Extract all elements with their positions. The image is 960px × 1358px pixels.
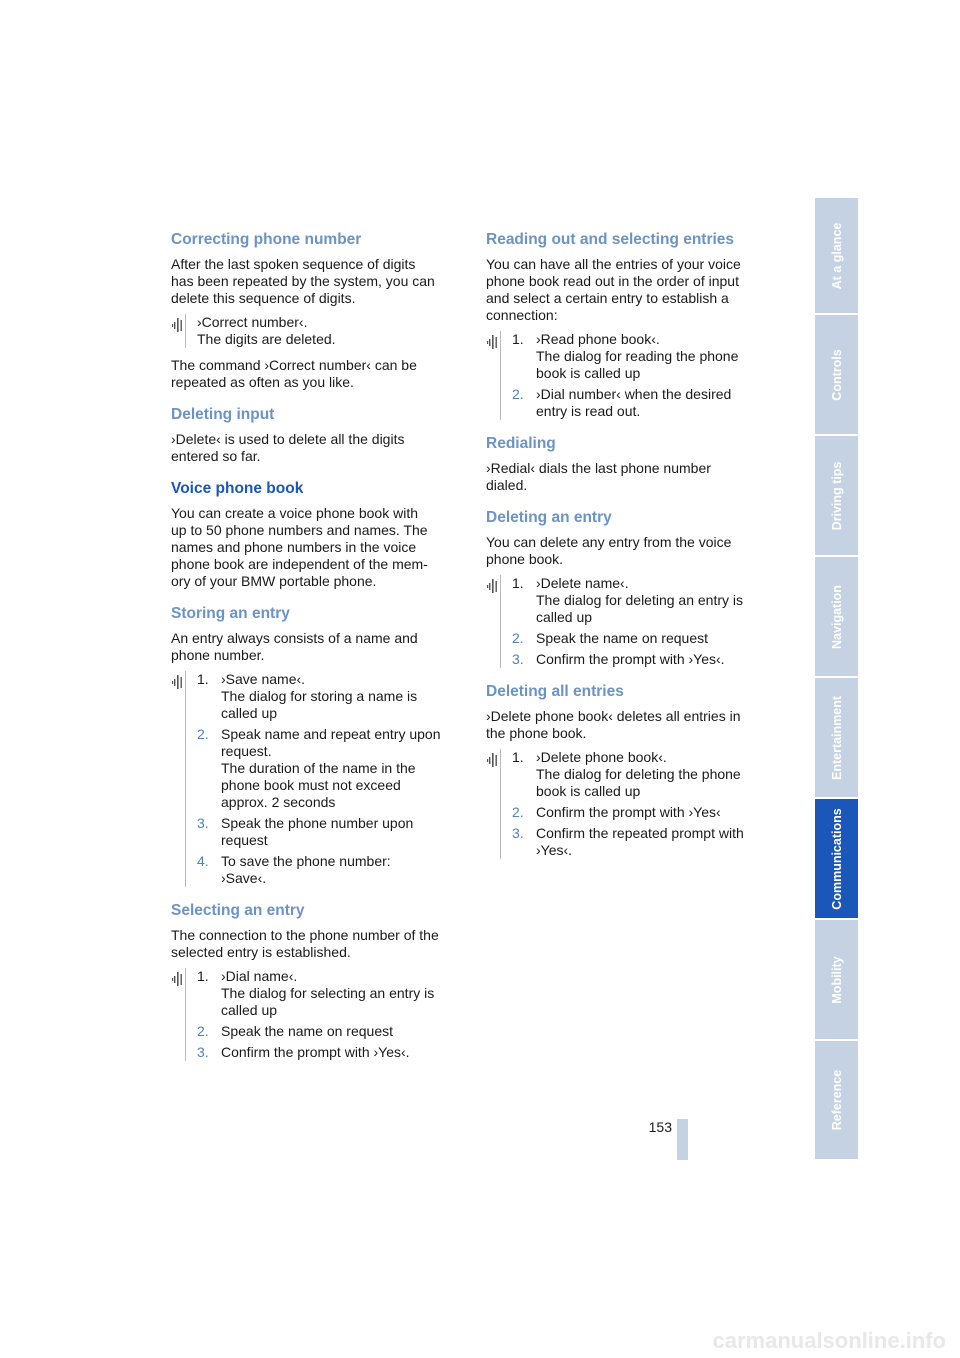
voice-block-divider	[500, 575, 501, 668]
heading-redialing: Redialing	[486, 435, 556, 452]
text-line: ›Delete phone book‹ deletes all entries in	[486, 708, 741, 724]
text-line: The duration of the name in the	[221, 760, 416, 776]
step-number: 3.	[197, 815, 209, 831]
list-item	[197, 815, 463, 849]
text-line: The dialog for deleting the phone	[536, 766, 741, 782]
text-line: Speak the name on request	[536, 630, 709, 646]
text-line: ›Dial number‹ when the desired	[536, 386, 732, 402]
text-line: The dialog for selecting an entry is	[221, 985, 435, 1001]
text-line: approx. 2 seconds	[221, 794, 336, 810]
text-line: request	[221, 832, 268, 848]
step-number: 1.	[512, 575, 524, 591]
paragraph	[486, 460, 778, 494]
text-line: Confirm the repeated prompt with	[536, 825, 744, 841]
tab-label: Reference	[829, 1069, 844, 1131]
voice-command-icon	[487, 334, 499, 350]
text-line: You can have all the entries of your voice	[486, 256, 741, 272]
text-line: ›Correct number‹.	[197, 314, 308, 330]
text-line: repeated as often as you like.	[171, 374, 354, 390]
text-line: Speak the name on request	[221, 1023, 394, 1039]
list-item	[512, 575, 778, 626]
voice-command-icon	[487, 578, 499, 594]
voice-block-divider	[185, 314, 186, 348]
heading-storing-an-entry: Storing an entry	[171, 605, 290, 622]
text-line: book is called up	[536, 365, 641, 381]
voice-command-icon	[487, 752, 499, 768]
text-line: up to 50 phone numbers and names. The	[171, 522, 428, 538]
step-number: 4.	[197, 853, 209, 869]
text-line: Confirm the prompt with ›Yes‹	[536, 804, 721, 820]
step-number: 1.	[512, 749, 524, 765]
step-number: 1.	[197, 671, 209, 687]
step-number: 2.	[512, 630, 524, 646]
steps-list	[197, 968, 463, 1061]
tab-driving-tips[interactable]	[815, 436, 858, 555]
list-item	[512, 630, 778, 647]
tab-label: Navigation	[829, 584, 844, 649]
voice-block-divider	[500, 749, 501, 859]
text-line: Confirm the prompt with ›Yes‹.	[536, 651, 725, 667]
tab-label: Communications	[829, 807, 844, 910]
text-line: request.	[221, 743, 272, 759]
page-number: 153	[648, 1119, 672, 1135]
voice-command-block	[171, 314, 463, 348]
heading-selecting-an-entry: Selecting an entry	[171, 902, 305, 919]
tab-reference[interactable]	[815, 1041, 858, 1159]
text-line: called up	[221, 705, 278, 721]
text-line: has been repeated by the system, you can	[171, 273, 435, 289]
right-column	[486, 229, 778, 872]
section-deleting-all-entries	[486, 681, 778, 859]
text-line: The connection to the phone number of the	[171, 927, 439, 943]
heading-voice-phone-book: Voice phone book	[171, 480, 304, 497]
text-line: phone book.	[486, 551, 564, 567]
section-redialing	[486, 433, 778, 494]
step-number: 1.	[512, 331, 524, 347]
tab-navigation[interactable]	[815, 557, 858, 676]
steps-list	[197, 671, 463, 887]
voice-command-block	[171, 671, 463, 887]
voice-block-divider	[500, 331, 501, 420]
step-number: 3.	[512, 651, 524, 667]
section-reading-out-entries	[486, 229, 778, 420]
steps-list	[512, 575, 778, 668]
heading-correcting-phone-number: Correcting phone number	[171, 231, 362, 248]
voice-command-block	[171, 968, 463, 1061]
chapter-tabs	[815, 198, 858, 1161]
paragraph	[171, 256, 463, 307]
text-line: You can delete any entry from the voice	[486, 534, 732, 550]
list-item	[197, 1044, 463, 1061]
text-line: and select a certain entry to establish a	[486, 290, 729, 306]
section-storing-an-entry	[171, 603, 463, 887]
list-item	[197, 968, 463, 1019]
text-line: phone book must not exceed	[221, 777, 401, 793]
step-number: 2.	[197, 1023, 209, 1039]
text-line: delete this sequence of digits.	[171, 290, 356, 306]
step-number: 2.	[197, 726, 209, 742]
text-line: selected entry is established.	[171, 944, 351, 960]
text-line: entered so far.	[171, 448, 261, 464]
voice-command-icon	[172, 674, 184, 690]
text-line: ›Delete name‹.	[536, 575, 629, 591]
voice-command-icon	[172, 317, 184, 333]
tab-communications[interactable]	[815, 799, 858, 918]
text-line: ›Dial name‹.	[221, 968, 298, 984]
heading-deleting-all-entries: Deleting all entries	[486, 683, 624, 700]
paragraph	[171, 927, 463, 961]
tab-mobility[interactable]	[815, 920, 858, 1039]
text-line: called up	[536, 609, 593, 625]
text-line: phone book are independent of the mem-	[171, 556, 428, 572]
step-number: 3.	[197, 1044, 209, 1060]
page-number-bar	[677, 1119, 688, 1160]
text-line: book is called up	[536, 783, 641, 799]
text-line: ›Read phone book‹.	[536, 331, 660, 347]
text-line: You can create a voice phone book with	[171, 505, 418, 521]
tab-at-a-glance[interactable]	[815, 198, 858, 313]
heading-deleting-input: Deleting input	[171, 406, 275, 423]
text-line: the phone book.	[486, 725, 587, 741]
watermark: carmanualsonline.info	[712, 1328, 946, 1353]
section-selecting-an-entry	[171, 900, 463, 1061]
paragraph	[171, 505, 463, 590]
step-number: 2.	[512, 386, 524, 402]
steps-list	[512, 749, 778, 859]
text-line: entry is read out.	[536, 403, 641, 419]
text-line: To save the phone number:	[221, 853, 391, 869]
voice-block-divider	[185, 968, 186, 1061]
text-line: ›Delete‹ is used to delete all the digits	[171, 431, 405, 447]
section-voice-phone-book	[171, 478, 463, 590]
text-line: ›Save‹.	[221, 870, 267, 886]
text-line: ›Save name‹.	[221, 671, 306, 687]
list-item	[512, 825, 778, 859]
tab-label: Controls	[829, 348, 844, 401]
voice-command-icon	[172, 971, 184, 987]
text-line: names and phone numbers in the voice	[171, 539, 417, 555]
list-item	[512, 749, 778, 800]
paragraph	[171, 431, 463, 465]
paragraph	[486, 708, 778, 742]
text-line: After the last spoken sequence of digits	[171, 256, 416, 272]
step-number: 2.	[512, 804, 524, 820]
list-item	[197, 671, 463, 722]
paragraph	[486, 534, 778, 568]
list-item	[197, 853, 463, 887]
list-item	[512, 651, 778, 668]
text-line: phone number.	[171, 647, 265, 663]
paragraph	[171, 630, 463, 664]
text-line: Confirm the prompt with ›Yes‹.	[221, 1044, 410, 1060]
tab-label: At a glance	[829, 222, 844, 289]
voice-command-block	[486, 575, 778, 668]
text-line: The digits are deleted.	[197, 331, 336, 347]
text-line: called up	[221, 1002, 278, 1018]
voice-command-text	[197, 314, 463, 348]
text-line: ›Redial‹ dials the last phone number	[486, 460, 711, 476]
section-deleting-an-entry	[486, 507, 778, 668]
voice-command-block	[486, 749, 778, 859]
voice-command-block	[486, 331, 778, 420]
tab-label: Driving tips	[829, 461, 844, 530]
list-item	[512, 386, 778, 420]
list-item	[197, 726, 463, 811]
heading-reading-out-entries: Reading out and selecting entries	[486, 231, 735, 248]
heading-deleting-an-entry: Deleting an entry	[486, 509, 612, 526]
text-line: The dialog for reading the phone	[536, 348, 739, 364]
step-number: 3.	[512, 825, 524, 841]
list-item	[512, 331, 778, 382]
section-correcting-phone-number	[171, 229, 463, 391]
text-line: dialed.	[486, 477, 528, 493]
section-deleting-input	[171, 404, 463, 465]
voice-block-divider	[185, 671, 186, 887]
text-line: phone book read out in the order of input	[486, 273, 739, 289]
text-line: ›Delete phone book‹.	[536, 749, 667, 765]
text-line: ›Yes‹.	[536, 842, 573, 858]
text-line: An entry always consists of a name and	[171, 630, 418, 646]
tab-entertainment[interactable]	[815, 678, 858, 797]
tab-label: Entertainment	[829, 695, 844, 780]
paragraph	[171, 357, 463, 391]
list-item	[512, 804, 778, 821]
list-item	[197, 1023, 463, 1040]
tab-controls[interactable]	[815, 315, 858, 434]
text-line: ory of your BMW portable phone.	[171, 573, 377, 589]
steps-list	[512, 331, 778, 420]
step-number: 1.	[197, 968, 209, 984]
text-line: Speak the phone number upon	[221, 815, 414, 831]
text-line: The command ›Correct number‹ can be	[171, 357, 417, 373]
text-line: The dialog for deleting an entry is	[536, 592, 744, 608]
tab-label: Mobility	[829, 955, 844, 1004]
paragraph	[486, 256, 778, 324]
text-line: connection:	[486, 307, 558, 323]
left-column	[171, 229, 463, 1074]
text-line: The dialog for storing a name is	[221, 688, 418, 704]
text-line: Speak name and repeat entry upon	[221, 726, 441, 742]
